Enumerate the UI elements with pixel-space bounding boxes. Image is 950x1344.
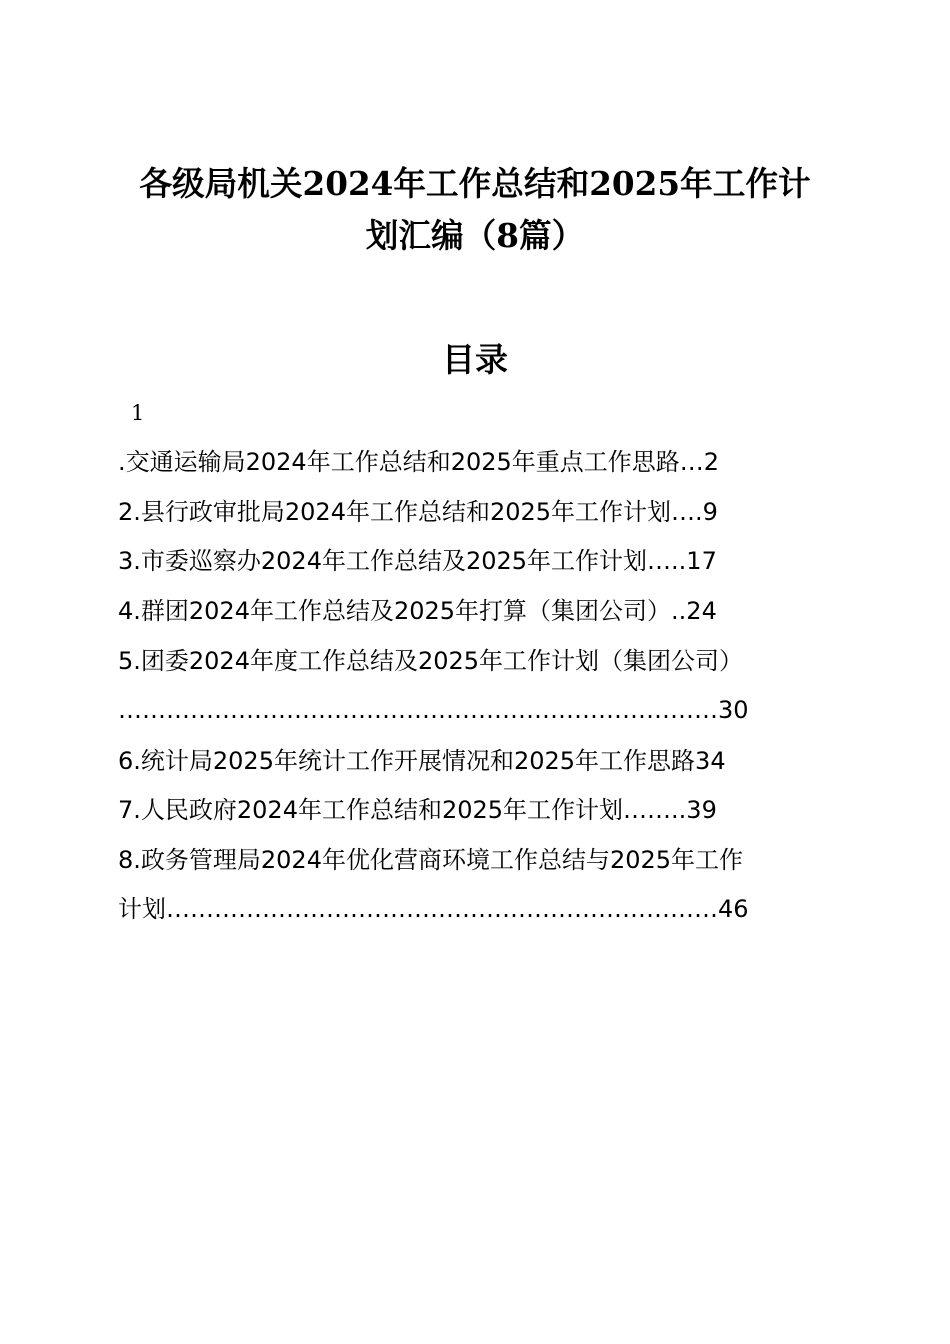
document-title-line-1: 各级局机关2024年工作总结和2025年工作计: [139, 164, 811, 203]
toc-entry-3[interactable]: 3.市委巡察办2024年工作总结及2025年工作计划…..17: [118, 547, 717, 575]
toc-entry-4[interactable]: 4.群团2024年工作总结及2025年打算（集团公司）..24: [118, 597, 717, 625]
toc-heading: 目录: [442, 340, 508, 379]
toc-entry-8[interactable]: 8.政务管理局2024年优化营商环境工作总结与2025年工作: [118, 846, 744, 874]
document-title-line-2: 划汇编（8篇）: [365, 216, 585, 255]
toc-entry-1[interactable]: .交通运输局2024年工作总结和2025年重点工作思路…2: [118, 448, 720, 476]
toc-entry-7[interactable]: 7.人民政府2024年工作总结和2025年工作计划……..39: [118, 796, 717, 824]
toc-entry-5-continuation[interactable]: …………………………………………………………………30: [118, 696, 749, 724]
toc-entry-8-continuation[interactable]: 计划……………………………………………………………46: [118, 895, 749, 923]
toc-stray-number: 1: [131, 401, 145, 425]
toc-entry-6[interactable]: 6.统计局2025年统计工作开展情况和2025年工作思路34: [118, 747, 726, 775]
toc-entry-5[interactable]: 5.团委2024年度工作总结及2025年工作计划（集团公司）: [118, 647, 744, 675]
toc-entry-2[interactable]: 2.县行政审批局2024年工作总结和2025年工作计划….9: [118, 498, 718, 526]
